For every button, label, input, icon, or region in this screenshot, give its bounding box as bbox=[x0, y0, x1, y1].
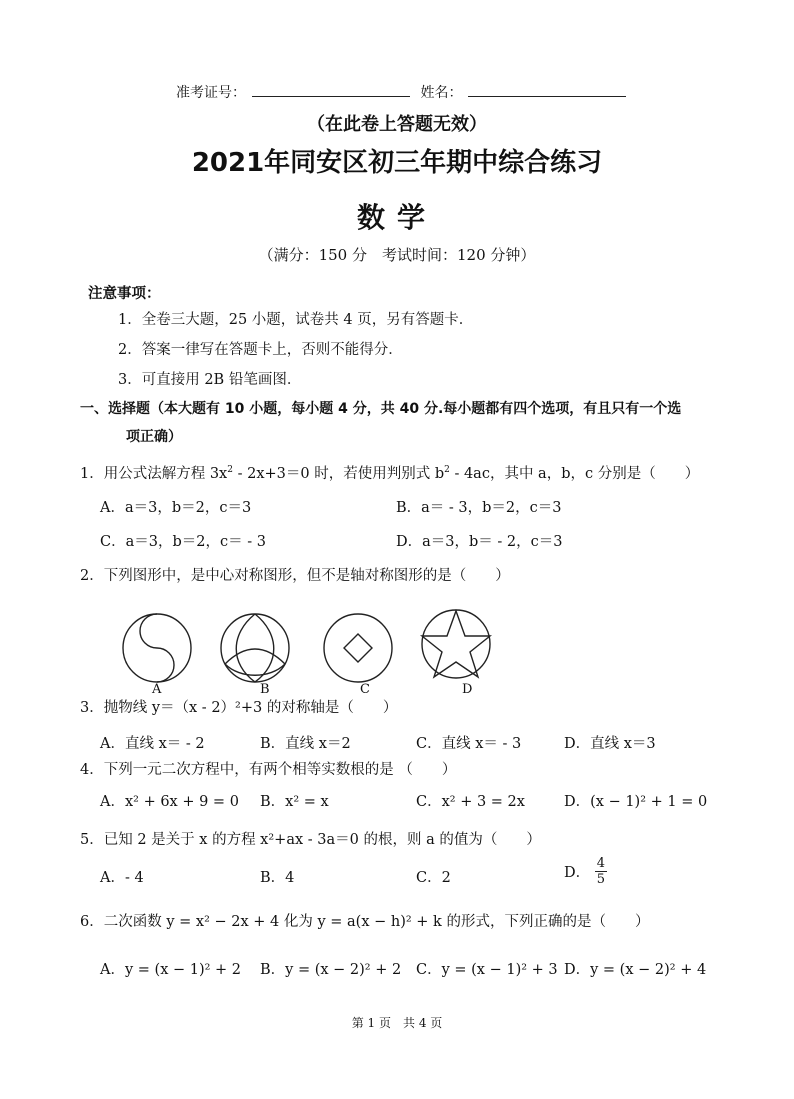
q4-option-d: D．(x − 1)² + 1 = 0 bbox=[564, 794, 708, 810]
figure-d-star-circle bbox=[422, 610, 490, 678]
q3-option-c: C．直线 x＝ - 3 bbox=[416, 736, 522, 752]
page-footer: 第 1 页 共 4 页 bbox=[351, 1016, 443, 1030]
figure-c-diamond-circle bbox=[324, 614, 392, 682]
exam-number-blank bbox=[252, 84, 410, 97]
header-line bbox=[176, 82, 632, 102]
q6-option-c: C．y = (x − 1)² + 3 bbox=[416, 962, 558, 978]
notice-heading: 注意事项： bbox=[88, 286, 161, 302]
exam-number-label: 准考证号： bbox=[176, 85, 246, 101]
notice-item-2: 2．答案一律写在答题卡上，否则不能得分． bbox=[118, 342, 403, 358]
q4-option-c: C．x² + 3 = 2x bbox=[416, 794, 525, 810]
q5-option-c: C．2 bbox=[416, 870, 451, 886]
q4-stem: 4．下列一元二次方程中，有两个相等实数根的是 （ ） bbox=[80, 762, 457, 778]
figure-label-c: C bbox=[360, 682, 370, 697]
q3-option-a: A．直线 x＝ - 2 bbox=[100, 736, 205, 752]
q4-option-b: B．x² = x bbox=[260, 794, 329, 810]
q6-option-d: D．y = (x − 2)² + 4 bbox=[564, 962, 707, 978]
section1-heading-line1: 一、选择题（本大题有 10 小题，每小题 4 分，共 40 分.每小题都有四个选项，有且只有一个选 bbox=[80, 401, 682, 417]
q1-stem: 1．用公式法解方程 $3x^2 - 2x+3=0$ 时，若使用判别式 $b^2 - 4ac$，其中 a，b，c 分别是（ ） bbox=[80, 465, 700, 482]
q1-option-d: D．a＝3，b＝ - 2，c＝3 bbox=[396, 534, 563, 550]
q3-option-d: D．直线 x＝3 bbox=[564, 736, 656, 752]
page-title: 2021年同安区初三年期中综合练习 bbox=[191, 148, 603, 178]
q5-option-b: B．4 bbox=[260, 870, 295, 886]
q6-option-a: A．y = (x − 1)² + 2 bbox=[100, 962, 242, 978]
name-blank bbox=[468, 84, 626, 97]
figure-b-trefoil-circle bbox=[221, 614, 289, 682]
q5-option-a: A．- 4 bbox=[100, 870, 144, 886]
fraction: $\frac{4}{5}$ bbox=[596, 856, 606, 887]
q2-figures bbox=[110, 604, 510, 698]
figure-a-s-curve-circle bbox=[123, 614, 191, 682]
q3-stem: 3．抛物线 y＝（x - 2）²+3 的对称轴是（ ） bbox=[80, 700, 398, 716]
notice-item-3: 3．可直接用 2B 铅笔画图． bbox=[118, 372, 302, 388]
score-info: （满分：150 分 考试时间：120 分钟） bbox=[258, 246, 536, 264]
q5-stem: 5．已知 2 是关于 x 的方程 x²+ax - 3a＝0 的根，则 a 的值为（ ） bbox=[80, 832, 541, 848]
q2-stem: 2．下列图形中，是中心对称图形，但不是轴对称图形的是（ ） bbox=[80, 568, 510, 584]
name-label: 姓名： bbox=[420, 85, 463, 101]
q5-option-d: D． $\frac{4}{5}$ bbox=[564, 856, 606, 887]
q4-option-a: A．x² + 6x + 9 = 0 bbox=[100, 794, 239, 810]
q6-option-b: B．y = (x − 2)² + 2 bbox=[260, 962, 402, 978]
invalid-note: （在此卷上答题无效） bbox=[307, 114, 487, 135]
figure-label-a: A bbox=[152, 682, 162, 697]
figure-label-b: B bbox=[260, 682, 270, 697]
q1-option-a: A．a＝3，b＝2，c＝3 bbox=[100, 500, 252, 516]
q3-option-b: B．直线 x＝2 bbox=[260, 736, 351, 752]
q6-stem: 6．二次函数 y = x² − 2x + 4 化为 y = a(x − h)² + k 的形式，下列正确的是（ ） bbox=[80, 914, 650, 930]
q1-option-c: C．a＝3，b＝2，c＝ - 3 bbox=[100, 534, 266, 550]
figure-label-d: D bbox=[462, 682, 473, 697]
section1-heading-line2: 项正确） bbox=[126, 429, 182, 445]
q1-option-b: B．a＝ - 3，b＝2，c＝3 bbox=[396, 500, 562, 516]
subject-title: 数学 bbox=[356, 201, 437, 234]
notice-item-1: 1．全卷三大题，25 小题，试卷共 4 页，另有答题卡． bbox=[118, 312, 474, 328]
